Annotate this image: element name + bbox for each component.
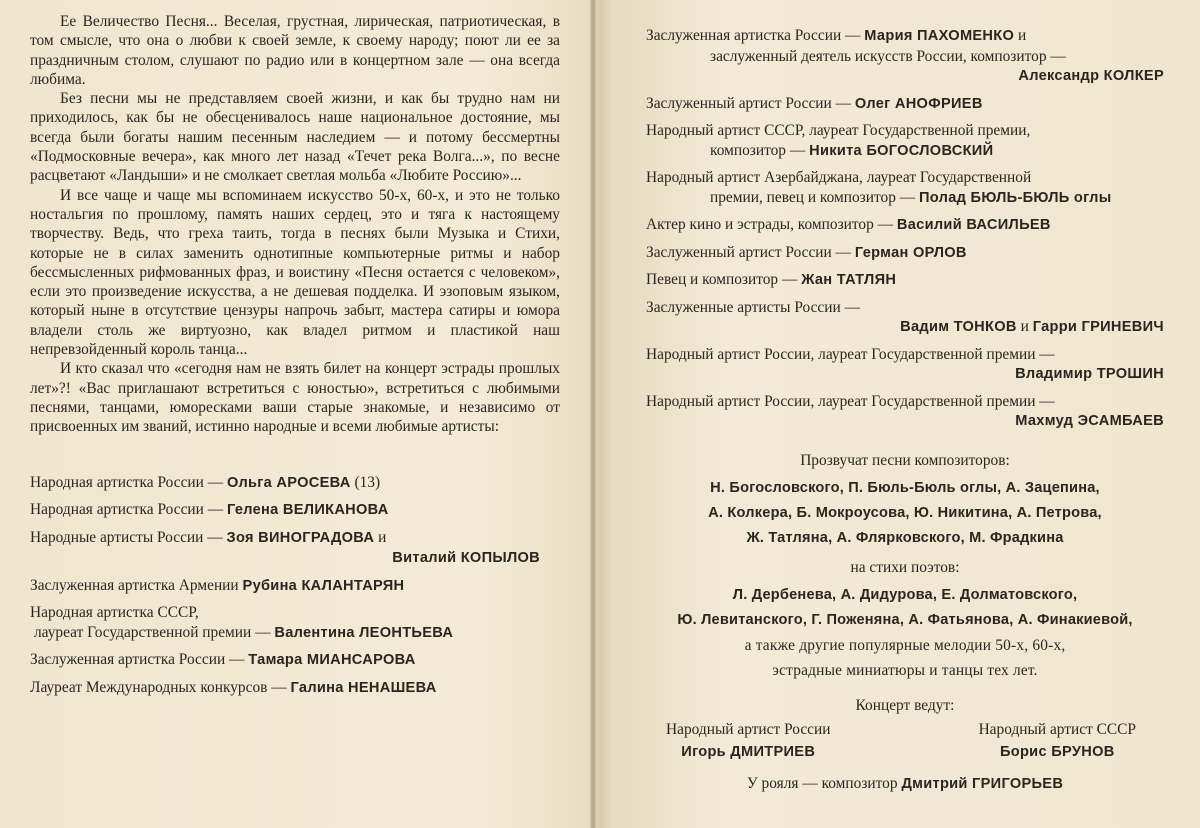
- artist-name: Олег АНОФРИЕВ: [854, 95, 983, 112]
- artist-name: Полад БЮЛЬ-БЮЛЬ оглы: [919, 189, 1112, 206]
- artist-name: Александр КОЛКЕР: [1018, 68, 1164, 84]
- host-brunov: Народный артист СССР Борис БРУНОВ: [978, 720, 1136, 760]
- artist-name: Ольга АРОСЕВА: [226, 474, 351, 491]
- artist-name: Гелена ВЕЛИКАНОВА: [226, 502, 389, 519]
- poets-list: Л. Дербенева, А. Дидурова, Е. Долматовского, Ю. Левитанского, Г. Поженяна, А. Фатьянова, А. Финакиевой,: [677, 586, 1133, 628]
- extra-repertoire: а также другие популярные мелодии 50-х, 60-х, эстрадные миниатюры и танцы тех лет.: [744, 636, 1066, 679]
- credit-orlov: Заслуженный артист России — Герман ОРЛОВ: [646, 243, 967, 261]
- host-name: Игорь ДМИТРИЕВ: [681, 743, 816, 760]
- credit-troshin: Народный артист России, лауреат Государственной премии — Владимир ТРОШИН: [646, 345, 1164, 382]
- composers-list: Н. Богословского, П. Бюль-Бюль оглы, А. Зацепина, А. Колкера, Б. Мокроусова, Ю. Никитина, А. Петрова, Ж. Татляна, А. Флярковского, М. Фрадкина: [708, 479, 1102, 546]
- intro-paragraph: Без песни мы не представляем своей жизни, и как бы трудно нам ни приходилось, как бы не обесценивалось наше национальное достояние, мы всегда были богаты нашим песенным наследием — и потому бессмертны «Подмосковные вечера», как много лет назад «Течет река Волга...», по весне расцветают «Ландыши» и не смолкает светлая мольба «Любите Россию»...: [30, 90, 560, 185]
- credit-miansarova: Заслуженная артистка России — Тамара МИАНСАРОВА: [30, 651, 416, 669]
- artist-name: Мария ПАХОМЕНКО: [864, 28, 1015, 44]
- host-dmitriev: Народный артист России Игорь ДМИТРИЕВ: [666, 720, 831, 760]
- credit-velikanova: Народная артистка России — Гелена ВЕЛИКАНОВА: [30, 501, 389, 519]
- artist-name: Жан ТАТЛЯН: [801, 272, 897, 288]
- credit-bogoslovsky: Народный артист СССР, лауреат Государственной премии, композитор — Никита БОГОСЛОВСКИЙ: [646, 122, 1031, 159]
- host-name: Борис БРУНОВ: [999, 743, 1115, 760]
- left-page: [0, 0, 590, 828]
- artist-name: Вадим ТОНКОВ: [900, 319, 1017, 335]
- artist-name: Махмуд ЭСАМБАЕВ: [1015, 413, 1164, 429]
- credit-pakhomenko-kolker: Заслуженная артистка России — Мария ПАХОМЕНКО и заслуженный деятель искусств России, композитор — Александр КОЛКЕР: [646, 27, 1164, 84]
- pianist-name: Дмитрий ГРИГОРЬЕВ: [901, 775, 1064, 792]
- credit-vinogradova-kopylov: Народные артисты России — Зоя ВИНОГРАДОВА и Виталий КОПЫЛОВ: [30, 528, 540, 567]
- credit-nenasheva: Лауреат Международных конкурсов — Галина НЕНАШЕВА: [30, 678, 437, 696]
- right-page: [596, 0, 1200, 828]
- credit-anofriev: Заслуженный артист России — Олег АНОФРИЕВ: [646, 94, 983, 112]
- intro-paragraph: И кто сказал что «сегодня нам не взять билет на концерт эстрады прошлых лет»?! «Вас приглашают встретиться с юностью», встретиться с любимыми песнями, танцами, юморесками ваши старые знакомые, и независимо от присвоенных им званий, истинно народные и всеми любимые артисты:: [30, 360, 560, 436]
- piano-credit: У рояля — композитор Дмитрий ГРИГОРЬЕВ: [746, 774, 1064, 792]
- artist-name: Гарри ГРИНЕВИЧ: [1032, 319, 1164, 335]
- artist-name: Тамара МИАНСАРОВА: [248, 652, 416, 669]
- intro-paragraph: Ее Величество Песня... Веселая, грустная, лирическая, патриотическая, в том смысле, что она о любви к своей земле, к своему народу; поют ли ее за праздничным столом, слушают по радио или в концертном зале — она всегда любима.: [30, 13, 560, 88]
- artist-name: Виталий КОПЫЛОВ: [392, 550, 540, 567]
- poets-heading: на стихи поэтов:: [850, 558, 960, 576]
- credit-tatlyan: Певец и композитор — Жан ТАТЛЯН: [646, 271, 897, 288]
- credit-vasiliev: Актер кино и эстрады, композитор — Василий ВАСИЛЬЕВ: [646, 216, 1051, 233]
- credit-arosева: Народная артистка России — Ольга АРОСЕВА (13): [30, 473, 381, 491]
- artist-name: Василий ВАСИЛЬЕВ: [896, 217, 1051, 233]
- intro-text: [30, 12, 560, 437]
- composers-heading: Прозвучат песни композиторов:: [800, 451, 1010, 469]
- hosts-heading: Концерт ведут:: [855, 696, 955, 714]
- credit-kalantaryan: Заслуженная артистка Армении Рубина КАЛАНТАРЯН: [30, 576, 405, 594]
- credit-tonkov-grinevich: Заслуженные артисты России — Вадим ТОНКОВ и Гарри ГРИНЕВИЧ: [646, 298, 1164, 335]
- artist-name: Рубина КАЛАНТАРЯН: [242, 577, 405, 594]
- credit-bulbul-ogly: Народный артист Азербайджана, лауреат Государственной премии, певец и композитор — Полад БЮЛЬ-БЮЛЬ оглы: [646, 169, 1112, 206]
- credit-esambaev: Народный артист России, лауреат Государственной премии — Махмуд ЭСАМБАЕВ: [646, 392, 1164, 429]
- artist-name: Валентина ЛЕОНТЬЕВА: [274, 624, 454, 641]
- artist-name: Герман ОРЛОВ: [854, 244, 967, 261]
- artist-name: Галина НЕНАШЕВА: [290, 679, 437, 696]
- artist-name: Владимир ТРОШИН: [1015, 366, 1164, 382]
- intro-paragraph: И все чаще и чаще мы вспоминаем искусство 50-х, 60-х, и это не только ностальгия по прошлому, память наших сердец, это и тяга к настоящему творчеству. Ведь, что греха таить, тогда в песнях были Музыка и Стихи, которые не в силах заменить однотипные компьютерные ритмы и набор бессмысленных рифмованных фраз, и воистину «Песня остается с человеком», если это произведение искусства, а не дешевая подделка. И эзоповым языком, который ныне в отсутствие цензуры напрочь забыт, мастера сатиры и юмора владели столь же виртуозно, как владел ритмом и пластикой наш непревзойденный король танца...: [30, 186, 560, 359]
- credit-leontieva: Народная артистка СССР, лауреат Государственной премии — Валентина ЛЕОНТЬЕВА: [30, 604, 454, 641]
- hosts-list: [646, 719, 1164, 763]
- artist-name: Зоя ВИНОГРАДОВА: [226, 529, 375, 546]
- artist-name: Никита БОГОСЛОВСКИЙ: [809, 142, 994, 159]
